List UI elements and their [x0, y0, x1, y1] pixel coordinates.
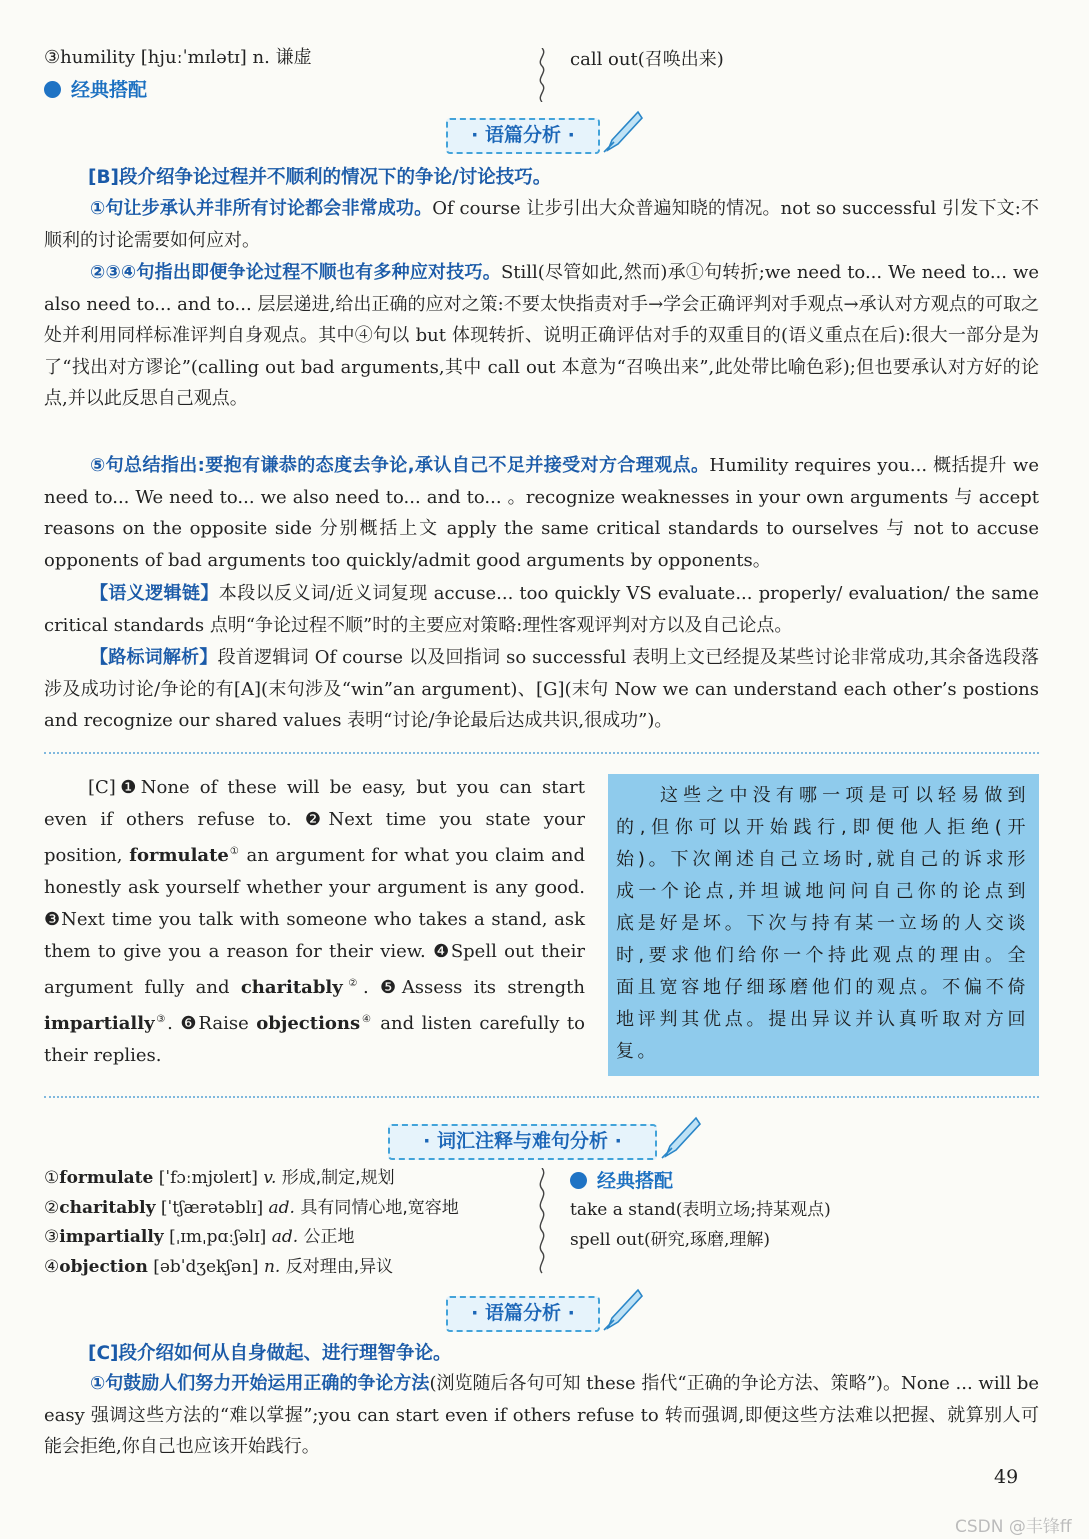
section-b-paragraph-4	[44, 578, 1039, 641]
note-ref-1: ①	[228, 846, 240, 857]
section-b-p4-lead: 【语义逻辑链】	[90, 583, 219, 604]
vocab-definition: 具有同情心地,宽容地	[300, 1197, 459, 1218]
passage-c-s4b: .	[362, 977, 369, 998]
vocab-pos: ad.	[268, 1197, 295, 1218]
vocab-ipa: [əbˈdʒekʃən]	[153, 1256, 259, 1277]
section-header-discourse-b: · 语篇分析 ·	[446, 118, 600, 154]
vocab-item	[44, 1164, 524, 1194]
vocab-humility: ③humility [hjuːˈmɪlətɪ] n. 谦虚	[44, 47, 312, 68]
vocab-item	[44, 1253, 524, 1283]
vocab-number: ③	[44, 1227, 60, 1247]
bullet-dot-icon	[44, 81, 61, 98]
section-b-p2-lead: ②③④句指出即便争论过程不顺也有多种应对技巧。	[90, 262, 501, 283]
wave-divider-icon	[535, 48, 549, 102]
section-b-paragraph-5	[44, 642, 1039, 737]
section-c-p1-lead: ①句鼓励人们努力开始运用正确的争论方法	[90, 1373, 430, 1394]
keyword-objections: objections	[256, 1013, 361, 1034]
section-b-p5-lead: 【路标词解析】	[90, 647, 218, 668]
vocab-pos: ad.	[271, 1227, 299, 1247]
bullet-dot-icon	[570, 1172, 587, 1189]
vocab-ipa: [ˈtʃærətəblɪ]	[160, 1197, 264, 1218]
vocab-word: objection	[59, 1256, 148, 1277]
sentence-6-marker: ❻	[180, 1013, 199, 1034]
sentence-1-marker: ❶	[115, 777, 141, 798]
passage-c-s2b: an argument for what you claim and honestly ask yourself whether your argument is any good.	[44, 845, 586, 898]
passage-c-s4a: Spell out their argument fully and	[44, 941, 585, 998]
vocab-word: charitably	[59, 1197, 156, 1218]
section-b-p4-body: 本段以反义词/近义词复现 accuse... too quickly VS evaluate... properly/ evaluation/ the same critical standards 点明“争论过程不顺”时的主要应对策略:理性客观评判对方以及自己论点。	[44, 583, 1040, 636]
section-b-p3-lead: ⑤句总结指出:要抱有谦恭的态度去争论,承认自己不足并接受对方合理观点。	[90, 455, 710, 476]
passage-c-s6a: Raise	[198, 1013, 257, 1034]
note-ref-2: ②	[342, 978, 363, 989]
keyword-formulate: formulate	[129, 845, 229, 866]
quill-pen-icon	[600, 1288, 644, 1332]
vocab-definition: 形成,制定,规划	[281, 1168, 395, 1188]
vocab-number: ④	[44, 1256, 60, 1277]
passage-c-s6b: and listen carefully to their replies.	[44, 1013, 585, 1066]
passage-c-s1: None of these will be easy, but you can start even if others refuse to.	[44, 777, 585, 830]
collocation-item: spell out(研究,琢磨,理解)	[570, 1230, 771, 1250]
sentence-4-marker: ❹	[433, 941, 451, 962]
note-ref-4: ④	[360, 1014, 373, 1025]
section-c-paragraph-1	[44, 1368, 1039, 1463]
note-ref-3: ③	[154, 1014, 168, 1025]
passage-c-s3: Next time you talk with someone who takes a stand, ask them to give you a reason for their view.	[44, 909, 585, 962]
section-b-paragraph-3	[44, 450, 1039, 576]
dotted-divider	[44, 752, 1039, 754]
vocab-item	[44, 1194, 524, 1224]
collocation-call-out: call out(召唤出来)	[570, 49, 724, 70]
section-b-p1-body: Of course 让步引出大众普遍知晓的情况。not so successful 引发下文:不顺利的讨论需要如何应对。	[44, 198, 1039, 251]
page-number: 49	[994, 1466, 1019, 1488]
dotted-divider-2	[44, 1096, 1039, 1098]
section-b-paragraph-2	[44, 257, 1039, 415]
section-b-p2-body: Still(尽管如此,然而)承①句转折;we need to... We need to... we also need to... and to... 层层递进,给出正确的应对之策:不要太快指责对手→学会正确评判对手观点→承认对方观点的可取之处并利用同样标准评判自身观点。其中④句以 but 体现转折、说明正确评估对手的双重目的(语义重点在后):很大一部分是为了“找出对方谬论”(calling out bad arguments,其中 call out 本意为“召唤出来”,此处带比喻色彩);但也要承认对方好的论点,并以此反思自己观点。	[44, 262, 1040, 409]
passage-c-s5b: .	[167, 1013, 173, 1034]
vocab-item	[44, 1223, 524, 1253]
vocab-ipa: [ˈfɔːmjʊleɪt]	[158, 1168, 258, 1188]
vocab-ipa: [ˌɪmˌpɑːʃəlɪ]	[169, 1227, 267, 1247]
collocation-heading-bottom	[570, 1166, 673, 1196]
section-b-title: [B]段介绍争论过程并不顺利的情况下的争论/讨论技巧。	[88, 167, 552, 188]
sentence-3-marker: ❸	[44, 909, 62, 930]
vocab-word: impartially	[59, 1227, 164, 1247]
passage-c-label: [C]	[88, 777, 116, 798]
sentence-5-marker: ❺	[380, 977, 402, 998]
vocab-word: formulate	[59, 1168, 154, 1188]
section-b-p3-body: Humility requires you... 概括提升 we need to... We need to... we also need to... and to... 。recognize weaknesses in your own arguments 与 accept reasons on the opposite side 分别概括上文 apply the same critical standards to ourselves 与 not to accuse opponents of bad arguments too quickly/admit good arguments by opponents。	[44, 455, 1039, 571]
vocab-number: ②	[44, 1197, 60, 1218]
section-header-vocab: · 词汇注释与难句分析 ·	[388, 1124, 657, 1160]
passage-c-s2a: Next time you state your position,	[44, 809, 585, 866]
section-c-p1-body: (浏览随后各句可知 these 指代“正确的争论方法、策略”)。None ... will be easy 强调这些方法的“难以掌握”;you can start even if others refuse to 转而强调,即便这些方法难以把握、就算别人可能会拒绝,你自己也应该开始践行。	[44, 1373, 1039, 1457]
translation-box: 这些之中没有哪一项是可以轻易做到的,但你可以开始践行,即便他人拒绝(开始)。下次阐述自己立场时,就自己的诉求形成一个论点,并坦诚地问问自己你的论点到底是好是坏。下次与持有某一立场的人交谈时,要求他们给你一个持此观点的理由。全面且宽容地仔细琢磨他们的观点。不偏不倚地评判其优点。提出异议并认真听取对方回复。	[608, 774, 1039, 1076]
sentence-2-marker: ❷	[304, 809, 329, 830]
section-c-title: [C]段介绍如何从自身做起、进行理智争论。	[88, 1343, 452, 1364]
vocab-pos: v.	[263, 1168, 277, 1188]
collocation-heading-top	[44, 74, 147, 106]
vocab-definition: 公正地	[303, 1227, 355, 1247]
keyword-charitably: charitably	[240, 977, 343, 998]
vocab-definition: 反对理由,异议	[285, 1256, 394, 1277]
section-b-p1-lead: ①句让步承认并非所有讨论都会非常成功。	[90, 198, 433, 219]
watermark: CSDN @丰锋ff	[955, 1517, 1072, 1537]
wave-divider-icon	[535, 1168, 549, 1278]
collocation-heading-text: 经典搭配	[597, 1170, 674, 1192]
passage-c-english	[44, 772, 585, 1072]
keyword-impartially: impartially	[44, 1013, 155, 1034]
vocab-number: ①	[44, 1168, 60, 1188]
section-b-p5-body: 段首逻辑词 Of course 以及回指词 so successful 表明上文已经提及某些讨论非常成功,其余备选段落涉及成功讨论/争论的有[A](末句涉及“win”an argument)、[G](末句 Now we can understand each other’s postions and recognize our shared values 表明“讨论/争论最后达成共识,很成功”)。	[44, 647, 1039, 731]
quill-pen-icon	[600, 110, 644, 154]
collocation-heading-text: 经典搭配	[71, 79, 148, 101]
passage-c-s5a: Assess its strength	[401, 977, 585, 998]
vocab-list	[44, 1164, 524, 1282]
section-header-discourse-c: · 语篇分析 ·	[446, 1296, 600, 1332]
quill-pen-icon	[658, 1116, 702, 1160]
section-b-paragraph-1	[44, 193, 1039, 256]
vocab-pos: n.	[263, 1256, 281, 1277]
collocation-item: take a stand(表明立场;持某观点)	[570, 1200, 831, 1220]
